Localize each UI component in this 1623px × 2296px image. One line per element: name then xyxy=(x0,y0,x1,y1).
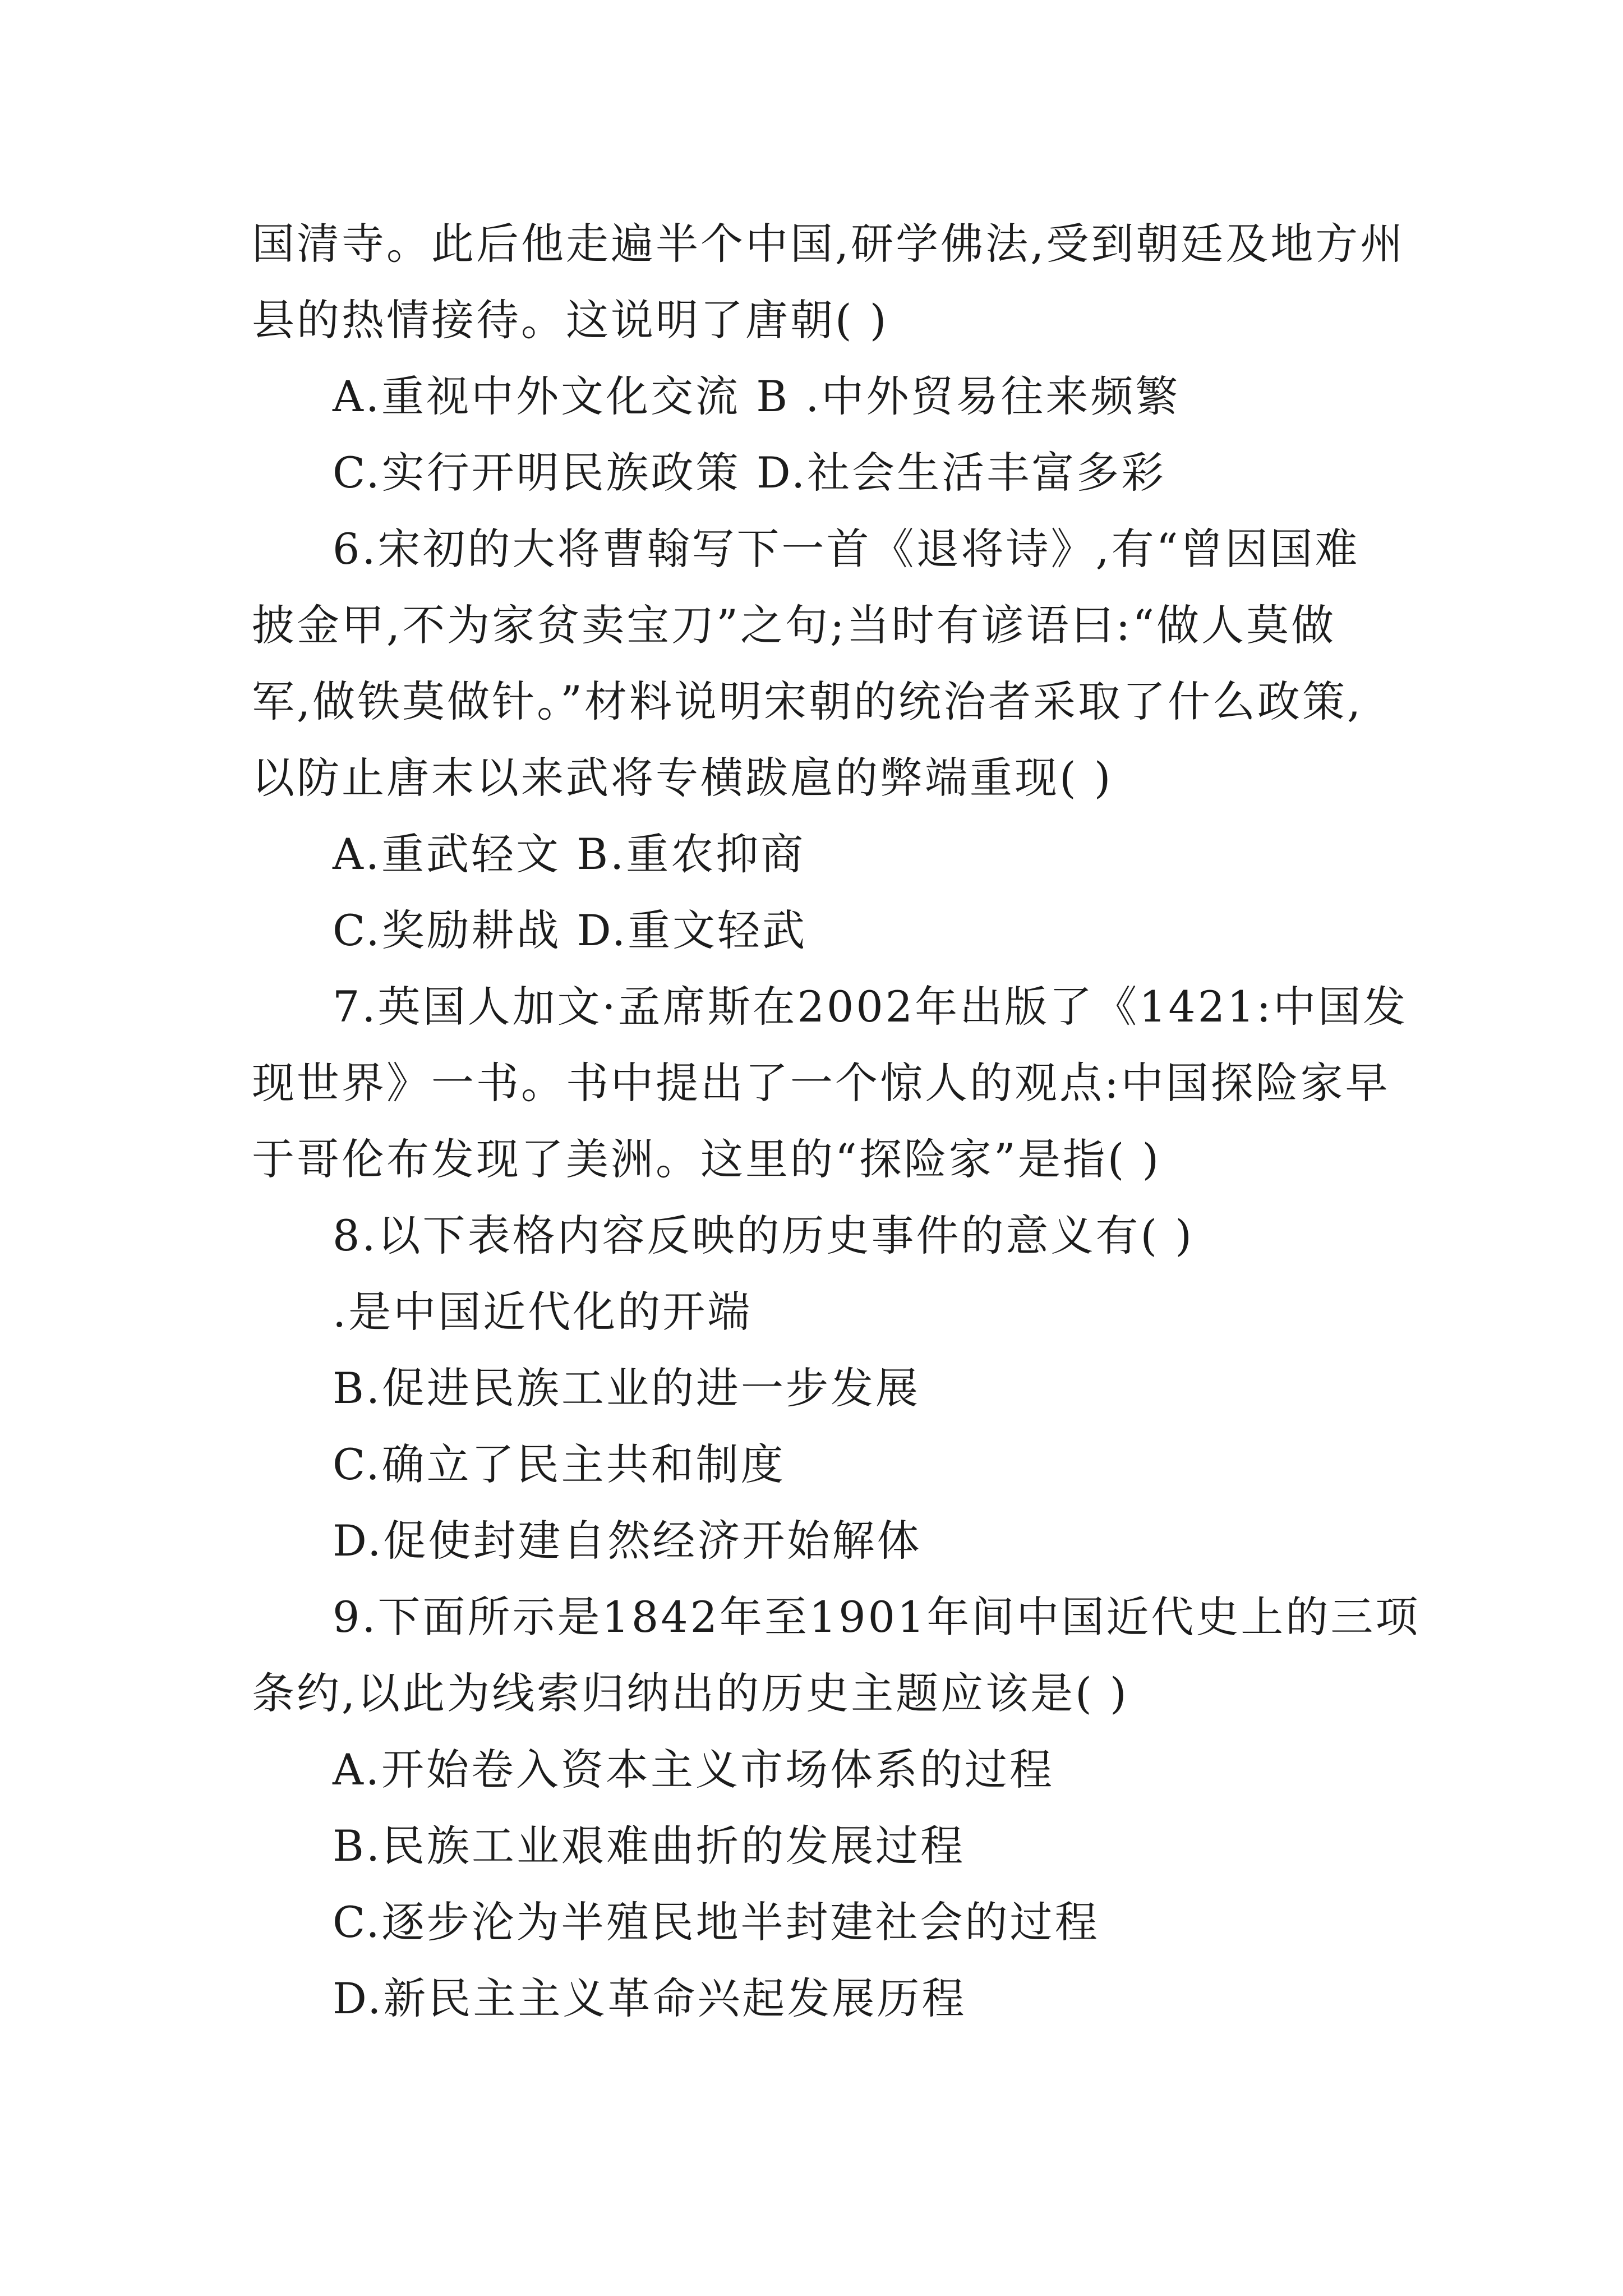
q7-stem-line-3: 于哥伦布发现了美洲。这里的“探险家”是指( ) xyxy=(252,1134,1161,1184)
q9-stem-line-2: 条约,以此为线索归纳出的历史主题应该是( ) xyxy=(252,1668,1129,1718)
q6-stem-line-4: 以防止唐末以来武将专横跋扈的弊端重现( ) xyxy=(252,753,1113,803)
q5-stem-line-2: 县的热情接待。这说明了唐朝( ) xyxy=(252,295,889,345)
q9-option-b: B.民族工业艰难曲折的发展过程 xyxy=(333,1821,966,1871)
q7-stem-line-1: 7.英国人加文·孟席斯在2002年出版了《1421:中国发 xyxy=(333,982,1408,1032)
q9-option-a: A.开始卷入资本主义市场体系的过程 xyxy=(333,1745,1055,1795)
q6-options-cd: C.奖励耕战 D.重文轻武 xyxy=(333,905,808,955)
q7-stem-line-2: 现世界》一书。书中提出了一个惊人的观点:中国探险家早 xyxy=(252,1058,1390,1108)
q6-stem-line-2: 披金甲,不为家贫卖宝刀”之句;当时有谚语曰:“做人莫做 xyxy=(252,600,1336,650)
q9-option-d: D.新民主主义革命兴起发展历程 xyxy=(333,1973,967,2023)
q8-option-b: B.促进民族工业的进一步发展 xyxy=(333,1363,921,1413)
q6-stem-line-1: 6.宋初的大将曹翰写下一首《退将诗》,有“曾因国难 xyxy=(333,524,1360,574)
q9-stem-line-1: 9.下面所示是1842年至1901年间中国近代史上的三项 xyxy=(333,1592,1421,1642)
q8-stem: 8.以下表格内容反映的历史事件的意义有( ) xyxy=(333,1211,1194,1260)
q8-option-a: .是中国近代化的开端 xyxy=(333,1287,753,1337)
q8-option-c: C.确立了民主共和制度 xyxy=(333,1439,786,1489)
q6-options-ab: A.重武轻文 B.重农抑商 xyxy=(333,829,806,879)
q5-stem-line-1: 国清寺。此后他走遍半个中国,研学佛法,受到朝廷及地方州 xyxy=(252,219,1405,269)
q9-option-c: C.逐步沦为半殖民地半封建社会的过程 xyxy=(333,1897,1100,1947)
q8-option-d: D.促使封建自然经济开始解体 xyxy=(333,1516,922,1566)
q5-options-ab: A.重视中外文化交流 B .中外贸易往来频繁 xyxy=(333,371,1181,421)
q6-stem-line-3: 军,做铁莫做针。”材料说明宋朝的统治者采取了什么政策, xyxy=(252,677,1363,726)
q5-options-cd: C.实行开明民族政策 D.社会生活丰富多彩 xyxy=(333,448,1166,498)
